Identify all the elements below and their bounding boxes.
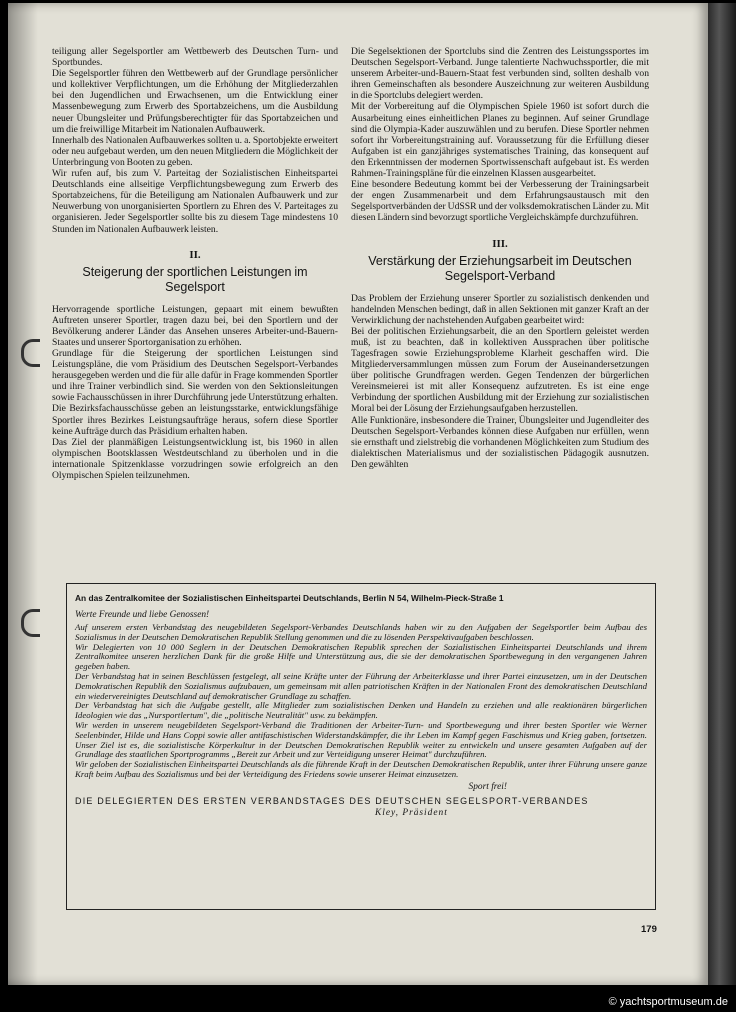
- letter-signature: DIE DELEGIERTEN DES ERSTEN VERBANDSTAGES DES DEUTSCHEN SEGELSPORT-VERBANDES: [75, 795, 589, 806]
- paragraph: Hervorragende sportliche Leistungen, gepaart mit einem bewußten Auftreten unserer Sportler, tragen dazu bei, bei den Sportlern und der Bevölkerung anderer Länder das Ansehen unseres Arbeiter-und-Bauern-Staates und unserer Sportorganisation zu erhöhen.: [52, 303, 338, 348]
- section-number: III.: [492, 237, 508, 250]
- letter-address: An das Zentralkomitee der Sozialistischen Einheitspartei Deutschlands, Berlin N 54, Wilhelm-Pieck-Straße 1: [75, 593, 504, 603]
- letter-paragraph: Der Verbandstag hat in seinen Beschlüssen festgelegt, all seine Kräfte unter der Führung der Arbeiterklasse und ihrer Partei einzusetzen, um in der Deutschen Demokratischen Republik den Sozialismus aufzubauen, um gemeinsam mit allen patriotischen Kräften in der Nationalen Front des demokratischen Deutschland ein wiedervereinigtes Deutschland auf demokratischer Grundlage zu schaffen.: [75, 670, 647, 701]
- letter-paragraph: Wir werden in unserem neugebildeten Segelsport-Verband die Traditionen der Arbeiter-Turn- und Sportbewegung und ihrer besten Sportler wie Werner Seelenbinder, Hilde und Hans Coppi sowie aller antifaschistischen Widerstandskämpfer, die ihr Leben im Kampf gegen Faschismus und Krieg gaben, fortsetzen. Unser Ziel ist es, die sozialistische Körperkultur in der Deutschen Demokratischen Republik weiter zu entwickeln und unsere gesamten Aufgaben auf der Grundlage des staatlichen Sportprogramms „Bereit zur Arbeit und zur Verteidigung unserer Heimat" durchzuführen.: [75, 719, 647, 760]
- letter-paragraph: Wir geloben der Sozialistischen Einheitspartei Deutschlands als die führende Kraft in der Deutschen Demokratischen Republik, unter ihrer Führung unsere ganze Kraft beim Aufbau des Sozialismus und bei der Verteidigung des Friedens sowie unserer Heimat einzusetzen.: [75, 759, 647, 779]
- book-edge: [708, 3, 736, 985]
- paragraph: Wir rufen auf, bis zum V. Parteitag der Sozialistischen Einheitspartei Deutschlands eine allseitige Verpflichtungsbewegung zum Erwerb des Sportabzeichens, für die Beteiligung am Nationalen Aufbauwerk und zur Neuwerbung von unorganisierten Sportlern zu Ehren des V. Parteitages zu organisieren. Jeder Segelsportler sollte bis zu diesem Tage mindestens 10 Stunden im Nationalen Aufbauwerk leisten.: [52, 168, 338, 235]
- paragraph: Eine besondere Bedeutung kommt bei der Verbesserung der Trainingsarbeit der engen Zusammenarbeit und dem Erfahrungsaustausch mit den Segelsportverbänden der UdSSR und der volksdemokratischen Länder zu. Mit diesen Ländern sind bevorzugt sportliche Vergleichskämpfe durchzuführen.: [351, 179, 649, 224]
- letter-salutation: Werte Freunde und liebe Genossen!: [75, 610, 210, 620]
- paragraph: Das Ziel der planmäßigen Leistungsentwicklung ist, bis 1960 in allen olympischen Bootsklassen Westdeutschland zu überholen und in die internationale Spitzenklasse vorzudringen sowie erfolgreich an den Olympischen Spielen teilzunehmen.: [52, 436, 338, 481]
- binder-ring-icon: [21, 339, 40, 367]
- paragraph: Alle Funktionäre, insbesondere die Trainer, Übungsleiter und Jugendleiter des Deutschen Segelsport-Verbandes können diese Aufgaben nur erfüllen, wenn sie ernsthaft und zielstrebig die vorhandenen Möglichkeiten zum Studium des dialektischen Materialismus und der sozialistischen Pädagogik ausnutzen. Den gewählten: [351, 414, 649, 470]
- binder-ring-icon: [21, 609, 40, 637]
- paragraph: Grundlage für die Steigerung der sportlichen Leistungen sind Leistungspläne, die vom Präsidium des Deutschen Segelsport-Verbandes herausgegeben werden und die für alle dafür in Frage kommenden Sportler und ihre Trainer verbindlich sind. Sie werden von den Sektionsleitungen sowie Fachausschüssen in ihrer Durchführung jede Unterstützung erhalten. Die Bezirksfachausschüsse geben an leistungsstarke, entwicklungsfähige Sportler ihres Bezirkes Leistungsaufträge heraus, sofern diese Sportler keine Aufträge durch das Präsidium erhalten haben.: [52, 347, 338, 437]
- paragraph: Die Segelsportler führen den Wettbewerb auf der Grundlage persönlicher und kollektiver Verpflichtungen, um die Erhöhung der Mitgliederzahlen bei den Jugendlichen und Erwachsenen, um die Entwicklung einer Massenbewegung zum Erwerb des Sportabzeichens, um die Ausbildung neuer Übungsleiter und Prüfungsberechtigter für das Sportabzeichen und um die freiwillige Mitarbeit im Nationalen Aufbauwerk.: [52, 68, 338, 135]
- section-number: II.: [189, 248, 201, 261]
- section-title: Verstärkung der Erziehungsarbeit im Deutschen Segelsport-Verband: [368, 253, 632, 283]
- letter-paragraph: Wir Delegierten von 10 000 Seglern in der Deutschen Demokratischen Republik sprechen der Sozialistischen Einheitspartei Deutschlands und ihrem Zentralkomitee unseren herzlichen Dank für die große Hilfe und Unterstützung aus, die sie der demokratischen Sportbewegung in den vergangenen Jahren gegeben haben.: [75, 641, 647, 672]
- watermark: © yachtsportmuseum.de: [608, 996, 728, 1008]
- paragraph: Die Segelsektionen der Sportclubs sind die Zentren des Leistungssportes im Deutschen Segelsport-Verband. Junge talentierte Nachwuchssportler, die mit unserem Arbeiter-und-Bauern-Staat fest verbunden sind, sollten deshalb von ihren Gemeinschaften als besondere Auszeichnung zur weiteren Ausbildung in die Sportclubs delegiert werden.: [351, 46, 649, 102]
- left-column: [52, 46, 338, 481]
- letter-closing: Sport frei!: [468, 781, 507, 792]
- paragraph: Bei der politischen Erziehungsarbeit, die an den Sportlern geleistet werden muß, ist zu beachten, daß in kollektiven Aussprachen über politische Tagesfragen sowie Erziehungsprobleme Klarheit geschaffen wird. Die Mitgliederversammlungen müssen zum Forum der Auseinandersetzungen über politische Grundfragen werden. Gegen Tendenzen der bürgerlichen Vereinsmeierei ist mit aller Konsequenz aufzutreten. Es ist eine enge Verbindung der sportlichen Ausbildung mit der Erziehung zur sozialistischen Moral bei der Lösung der Erziehungsaufgaben herzustellen.: [351, 325, 649, 415]
- paragraph: teiligung aller Segelsportler am Wettbewerb des Deutschen Turn- und Sportbundes.: [52, 46, 338, 69]
- paragraph: Mit der Vorbereitung auf die Olympischen Spiele 1960 ist sofort durch die Ausarbeitung eines einheitlichen Planes zu beginnen. Auf seiner Grundlage sind die Olympia-Kader auszuwählen und zu berufen. Diese Sportler nehmen sofort ihr Vorbereitungstraining auf. Voraussetzung für die Erfüllung dieser Aufgaben ist ein ganzjähriges systematisches Training, das konsequent auf den Erkenntnissen der modernen Sportwissenschaft aufgebaut ist. Es werden Rahmen-Trainingspläne für die einzelnen Klassen ausgearbeitet.: [351, 101, 649, 180]
- right-column: [351, 46, 649, 470]
- letter-box: [66, 583, 656, 910]
- section-title: Steigerung der sportlichen Leistungen im Segelsport: [82, 264, 308, 294]
- letter-paragraph: Auf unserem ersten Verbandstag des neugebildeten Segelsport-Verbandes Deutschlands haben wir zu den Aufgaben der Segelsportler beim Aufbau des Sozialismus in der Deutschen Demokratischen Republik Stellung genommen und die zu lösenden Perspektivaufgaben beschlossen.: [75, 622, 647, 642]
- gutter-shadow: [8, 3, 38, 985]
- paragraph: Das Problem der Erziehung unserer Sportler zu sozialistisch denkenden und handelnden Menschen bedingt, daß in allen Sektionen mit ganzer Kraft an der Verwirklichung der nachstehenden Aufgaben gearbeitet wird:: [351, 292, 649, 326]
- letter-president: Kley, Präsident: [375, 807, 448, 818]
- document-page: [8, 3, 708, 985]
- letter-paragraph: Der Verbandstag hat sich die Aufgabe gestellt, alle Mitglieder zum sozialistischen Denken und Handeln zu erziehen und alle reaktionären bürgerlichen Ideologien wie das „Nursportlertum", die „politische Neutralität" usw. zu bekämpfen.: [75, 700, 647, 721]
- page-number: 179: [641, 924, 657, 935]
- paragraph: Innerhalb des Nationalen Aufbauwerkes sollten u. a. Sportobjekte erweitert oder neu aufgebaut werden, um den neuen Mitgliedern die Möglichkeit der Unterbringung von Booten zu geben.: [52, 134, 338, 168]
